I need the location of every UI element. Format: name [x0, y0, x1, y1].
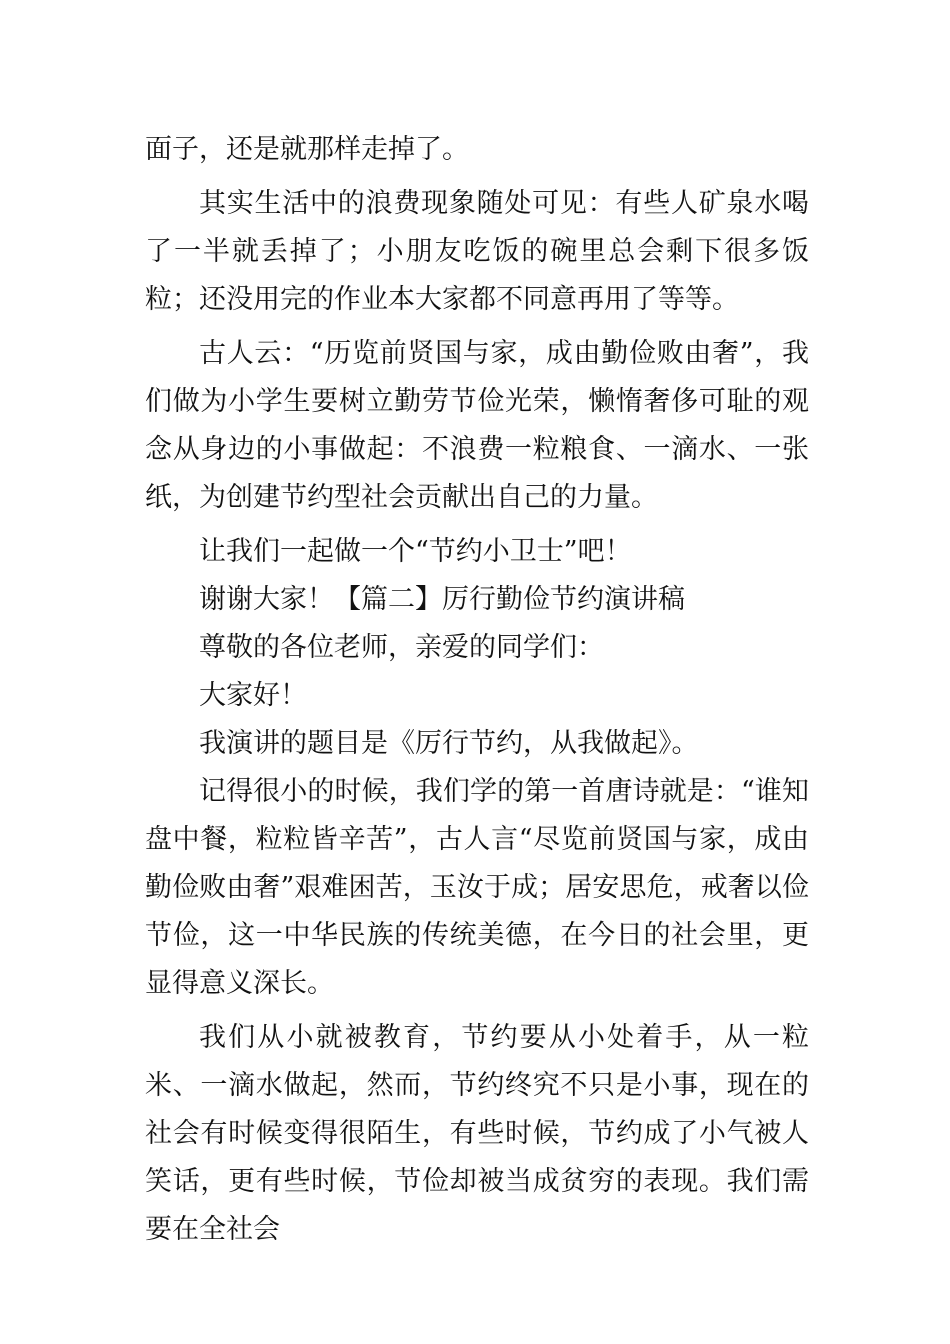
paragraph-childhood-poem: 记得很小的时候，我们学的第一首唐诗就是：“谁知盘中餐，粒粒皆辛苦”，古人言“尽览前贤国与家，成由勤俭败由奢”艰难困苦，玉汝于成；居安思危，戒奢以俭节俭，这一中华民族的传统美德，在今日的社会里，更显得意义深长。: [145, 776, 809, 999]
paragraph-education: 我们从小就被教育，节约要从小处着手，从一粒米、一滴水做起，然而，节约终究不只是小事，现在的社会有时候变得很陌生，有些时候，节约成了小气被人笑话，更有些时候，节俭却被当成贫穷的表现。我们需要在全社会: [145, 1022, 809, 1245]
paragraph-greeting: 大家好！: [199, 680, 307, 711]
paragraph-speech-title: 我演讲的题目是《厉行节约，从我做起》。: [199, 728, 699, 759]
paragraph-call-to-action: 让我们一起做一个“节约小卫士”吧！: [199, 536, 632, 567]
paragraph-salutation: 尊敬的各位老师，亲爱的同学们：: [199, 632, 604, 663]
paragraph-ancient-saying: 古人云：“历览前贤国与家，成由勤俭败由奢”，我们做为小学生要树立勤劳节俭光荣，懒惰奢侈可耻的观念从身边的小事做起：不浪费一粒粮食、一滴水、一张纸，为创建节约型社会贡献出自己的力量。: [145, 338, 809, 513]
paragraph-continuation: 面子，还是就那样走掉了。: [145, 134, 469, 165]
document-body: [145, 126, 809, 1254]
paragraph-thanks-and-heading: 谢谢大家！【篇二】厉行勤俭节约演讲稿: [199, 584, 685, 615]
paragraph-waste-examples: 其实生活中的浪费现象随处可见：有些人矿泉水喝了一半就丢掉了；小朋友吃饭的碗里总会剩下很多饭粒；还没用完的作业本大家都不同意再用了等等。: [145, 188, 809, 315]
